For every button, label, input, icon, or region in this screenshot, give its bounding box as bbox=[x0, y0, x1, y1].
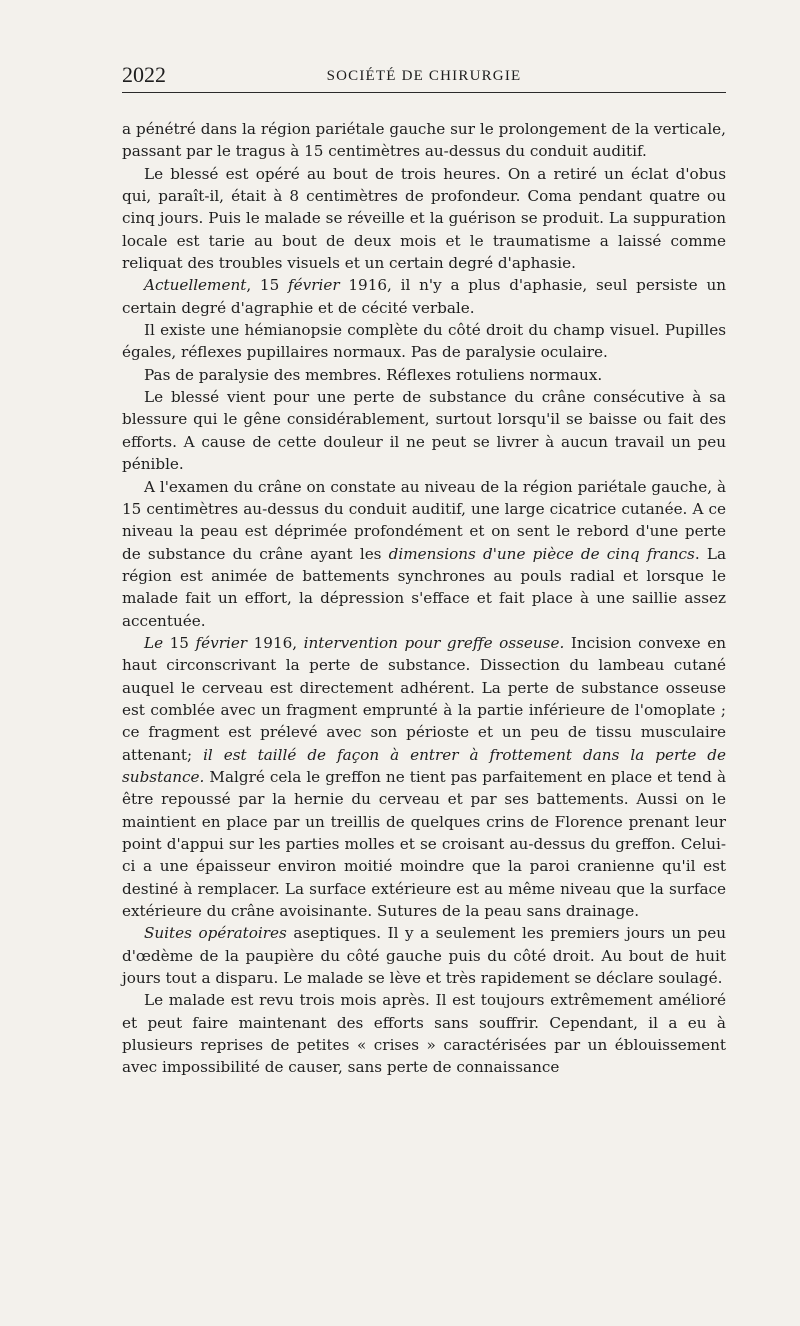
text-run: Le blessé est opéré au bout de trois heures. On a retiré un éclat d'obus qui, paraît-il, était à 8 centimètres de profondeur. Coma pendant quatre ou cinq jours. Puis le malade se réveille et la guérison se produit. La suppuration locale est tarie au bout de deux mois et le traumatisme a laissé comme reliquat des troubles visuels et un certain degré d'aphasie. bbox=[122, 164, 726, 273]
text-run: a pénétré dans la région pariétale gauche sur le prolongement de la verticale, passant par le tragus à 15 centimètres au-dessus du conduit auditif. bbox=[122, 120, 726, 161]
text-run: Malgré cela le greffon ne tient pas parfaitement en place et tend à être repoussé par la hernie du cerveau et par ses battements. Aussi on le maintient en place par un treillis de quelques crins de Florence prenant leur point d'appui sur les parties molles et se croisant au-dessus du greffon. Celui-ci a une épaisseur environ moitié moindre que la paroi cranienne qu'il est destiné à remplacer. La surface extérieure est au même niveau que la surface extérieure du crâne avoisinante. Sutures de la peau sans drainage. bbox=[122, 767, 726, 921]
running-title: SOCIÉTÉ DE CHIRURGIE bbox=[326, 68, 522, 84]
paragraph bbox=[122, 319, 726, 364]
italic-text: février bbox=[288, 276, 340, 295]
text-run: Pas de paralysie des membres. Réflexes rotuliens normaux. bbox=[144, 365, 603, 384]
paragraph bbox=[122, 922, 726, 989]
paragraph bbox=[122, 632, 726, 922]
body-text bbox=[122, 118, 726, 1079]
italic-text: dimensions d'une pièce de cinq francs bbox=[388, 544, 695, 563]
italic-text: Actuellement bbox=[144, 276, 247, 295]
page-header bbox=[122, 62, 726, 93]
paragraph bbox=[122, 476, 726, 632]
text-run: Il existe une hémianopsie complète du côté droit du champ visuel. Pupilles égales, réflexes pupillaires normaux. Pas de paralysie oculaire. bbox=[122, 321, 726, 362]
italic-text: il est taillé de façon à entrer à frottement dans la perte de substance. bbox=[122, 745, 726, 786]
italic-text: février bbox=[195, 633, 248, 652]
text-run: Le blessé vient pour une perte de substance du crâne consécutive à sa blessure qui le gêne considérablement, surtout lorsqu'il se baisse ou fait des efforts. A cause de cette douleur il ne peut se livrer à aucun travail un peu pénible. bbox=[122, 388, 726, 474]
text-run: 15 bbox=[163, 633, 196, 652]
paragraph bbox=[122, 118, 726, 163]
italic-text: Suites opératoires bbox=[144, 924, 287, 943]
text-run: 1916, bbox=[247, 633, 304, 652]
text-run: Le malade est revu trois mois après. Il est toujours extrêmement amélioré et peut faire maintenant des efforts sans souffrir. Cependant, il a eu à plusieurs reprises de petites « crises » caractérisées par un éblouissement avec impossibilité de causer, sans perte de connaissance bbox=[122, 991, 726, 1077]
paragraph bbox=[122, 163, 726, 275]
paragraph bbox=[122, 989, 726, 1078]
text-run: A l'examen du crâne on constate au niveau de la région pariétale gauche, à 15 centimètres au-dessus du conduit auditif, une large cicatrice cutanée. A ce niveau la peau est déprimée profondément et on sent le rebord d'une perte de substance du crâne ayant les bbox=[122, 477, 726, 563]
text-run: 1916, il n'y a plus d'aphasie, seul persiste un certain degré d'agraphie et de cécité verbale. bbox=[122, 276, 727, 317]
paragraph bbox=[122, 364, 726, 386]
italic-text: Le bbox=[144, 633, 164, 652]
paragraph bbox=[122, 274, 726, 319]
text-run: , 15 bbox=[246, 276, 289, 295]
text-run: aseptiques. Il y a seulement les premiers jours un peu d'œdème de la paupière du côté gauche puis du côté droit. Au bout de huit jours tout a disparu. Le malade se lève et très rapidement se déclare soulagé. bbox=[122, 924, 726, 988]
text-run: Incision convexe en haut circonscrivant la perte de substance. Dissection du lambeau cutané auquel le cerveau est directement adhérent. La perte de substance osseuse est comblée avec un fragment emprunté à la partie inférieure de l'omoplate ; ce fragment est prélevé avec son périoste et un peu de tissu musculaire attenant; bbox=[122, 633, 726, 764]
paragraph bbox=[122, 386, 726, 475]
text-run: . La région est animée de battements synchrones au pouls radial et lorsque le malade fait un effort, la dépression s'efface et fait place à une saillie assez accentuée. bbox=[122, 544, 726, 630]
italic-text: intervention pour greffe osseuse. bbox=[303, 633, 565, 652]
page-number: 2022 bbox=[122, 62, 166, 87]
